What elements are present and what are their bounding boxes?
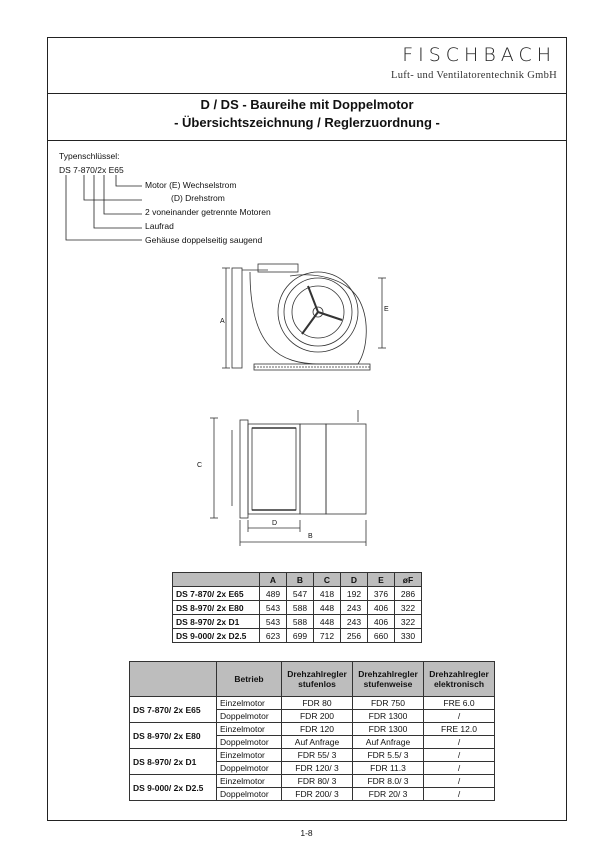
typekey-motor: Motor (E) Wechselstrom [145, 180, 237, 190]
value-cell: FRE 12.0 [424, 723, 495, 736]
typekey-two-motors: 2 voneinander getrennte Motoren [145, 207, 271, 217]
dim-label-c: C [197, 462, 203, 469]
operation-cell: Einzelmotor [217, 775, 282, 788]
value-cell: FDR 750 [353, 697, 424, 710]
model-cell: DS 9-000/ 2x D2.5 [130, 775, 217, 801]
column-header-stufenweise [353, 662, 424, 697]
column-header-betrieb: Betrieb [217, 662, 282, 697]
value-cell: 660 [368, 629, 395, 643]
column-header: øF [395, 573, 422, 587]
model-cell: DS 8-970/ 2x D1 [130, 749, 217, 775]
value-cell: FDR 8.0/ 3 [353, 775, 424, 788]
dim-label-b: B [308, 533, 313, 540]
value-cell: 406 [368, 601, 395, 615]
value-cell: 448 [314, 601, 341, 615]
dimension-table [172, 572, 422, 643]
table-row [130, 723, 495, 736]
value-cell: 543 [260, 601, 287, 615]
value-cell: 588 [287, 615, 314, 629]
header-line: stufenweise [363, 679, 413, 689]
model-cell: DS 8-970/ 2x E80 [130, 723, 217, 749]
value-cell: 243 [341, 601, 368, 615]
table-row [130, 749, 495, 762]
page-subtitle: - Übersichtszeichnung / Reglerzuordnung - [174, 115, 440, 130]
typekey-motor-d: (D) Drehstrom [171, 193, 225, 203]
model-cell: DS 7-870/ 2x E65 [130, 697, 217, 723]
value-cell: 547 [287, 587, 314, 601]
typekey-impeller: Laufrad [145, 221, 174, 231]
operation-cell: Doppelmotor [217, 788, 282, 801]
operation-cell: Einzelmotor [217, 723, 282, 736]
value-cell: FDR 55/ 3 [282, 749, 353, 762]
value-cell: FDR 120 [282, 723, 353, 736]
value-cell: / [424, 710, 495, 723]
value-cell: 330 [395, 629, 422, 643]
column-header-elektronisch [424, 662, 495, 697]
table-row [173, 629, 422, 643]
value-cell: / [424, 762, 495, 775]
value-cell: FDR 1300 [353, 710, 424, 723]
column-header: C [314, 573, 341, 587]
value-cell: / [424, 749, 495, 762]
value-cell: 406 [368, 615, 395, 629]
dim-label-e: E [384, 306, 389, 313]
column-header: E [368, 573, 395, 587]
header-line: Drehzahlregler [429, 669, 489, 679]
column-header [173, 573, 260, 587]
table-row [173, 615, 422, 629]
value-cell: 588 [287, 601, 314, 615]
header-line: Drehzahlregler [358, 669, 418, 679]
page-number: 1-8 [300, 828, 313, 838]
divider [48, 93, 566, 94]
value-cell: FDR 80/ 3 [282, 775, 353, 788]
table-row [173, 601, 422, 615]
operation-cell: Doppelmotor [217, 762, 282, 775]
value-cell: 699 [287, 629, 314, 643]
table-header-row [130, 662, 495, 697]
value-cell: / [424, 736, 495, 749]
dim-label-d: D [272, 520, 278, 527]
column-header-stufenlos [282, 662, 353, 697]
page-title: D / DS - Baureihe mit Doppelmotor [200, 97, 414, 112]
operation-cell: Doppelmotor [217, 710, 282, 723]
value-cell: Auf Anfrage [282, 736, 353, 749]
value-cell: FDR 120/ 3 [282, 762, 353, 775]
value-cell: 712 [314, 629, 341, 643]
value-cell: 322 [395, 615, 422, 629]
value-cell: Auf Anfrage [353, 736, 424, 749]
fan-side-view-drawing [200, 408, 380, 558]
value-cell: FRE 6.0 [424, 697, 495, 710]
value-cell: FDR 1300 [353, 723, 424, 736]
column-header: B [287, 573, 314, 587]
table-row [130, 775, 495, 788]
divider [48, 140, 566, 141]
column-header-model [130, 662, 217, 697]
typekey-housing: Gehäuse doppelseitig saugend [145, 235, 263, 245]
value-cell: 543 [260, 615, 287, 629]
value-cell: 192 [341, 587, 368, 601]
value-cell: / [424, 788, 495, 801]
value-cell: FDR 20/ 3 [353, 788, 424, 801]
column-header: D [341, 573, 368, 587]
operation-cell: Einzelmotor [217, 749, 282, 762]
brand-logo: FISCHBACH [402, 44, 556, 66]
header-line: elektronisch [433, 679, 485, 689]
regulator-table [129, 661, 495, 801]
value-cell: 418 [314, 587, 341, 601]
typekey-code: DS 7-870/2x E65 [59, 165, 124, 175]
table-row [173, 587, 422, 601]
operation-cell: Einzelmotor [217, 697, 282, 710]
brand-tagline: Luft- und Ventilatorentechnik GmbH [390, 70, 557, 81]
header-line: stufenlos [298, 679, 336, 689]
model-cell: DS 7-870/ 2x E65 [173, 587, 260, 601]
header-line: Drehzahlregler [287, 669, 347, 679]
value-cell: FDR 200 [282, 710, 353, 723]
operation-cell: Doppelmotor [217, 736, 282, 749]
fan-front-view-drawing [210, 258, 400, 378]
column-header: A [260, 573, 287, 587]
value-cell: 243 [341, 615, 368, 629]
model-cell: DS 8-970/ 2x E80 [173, 601, 260, 615]
value-cell: 256 [341, 629, 368, 643]
value-cell: 322 [395, 601, 422, 615]
typekey-heading: Typenschlüssel: [59, 151, 120, 161]
table-row [130, 697, 495, 710]
value-cell: 286 [395, 587, 422, 601]
dim-label-a: A [220, 318, 225, 325]
value-cell: FDR 5.5/ 3 [353, 749, 424, 762]
value-cell: 448 [314, 615, 341, 629]
value-cell: FDR 80 [282, 697, 353, 710]
table-header-row [173, 573, 422, 587]
typekey-leader-lines [60, 172, 150, 244]
model-cell: DS 8-970/ 2x D1 [173, 615, 260, 629]
value-cell: 376 [368, 587, 395, 601]
value-cell: 489 [260, 587, 287, 601]
value-cell: 623 [260, 629, 287, 643]
value-cell: / [424, 775, 495, 788]
model-cell: DS 9-000/ 2x D2.5 [173, 629, 260, 643]
value-cell: FDR 200/ 3 [282, 788, 353, 801]
value-cell: FDR 11.3 [353, 762, 424, 775]
